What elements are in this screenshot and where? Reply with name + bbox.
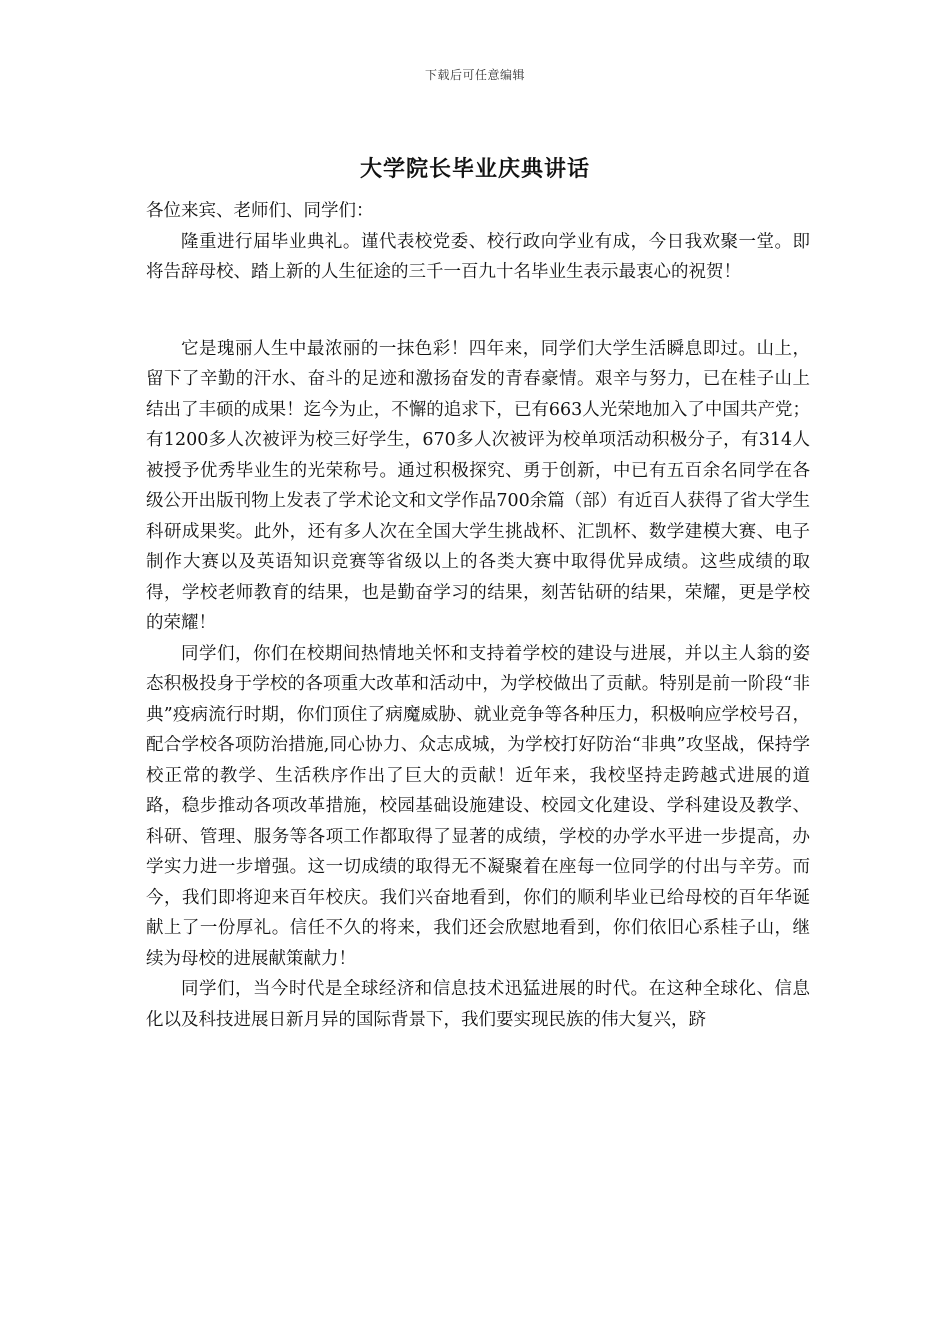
header-note: 下载后可任意编辑 [424, 68, 525, 82]
greeting-line: 各位来宾、老师们、同学们： [146, 201, 374, 221]
paragraph-achievements: 它是瑰丽人生中最浓丽的一抹色彩！四年来，同学们大学生活瞬息即过。山上，留下了辛勤的汗水、奋斗的足迹和激扬奋发的青春豪情。艰辛与努力，已在桂子山上结出了丰硕的成果！迄今为止，不懈的追求下，已有663人光荣地加入了中国共产党；有1200多人次被评为校三好学生，670多人次被评为校单项活动积极分子，有314人被授予优秀毕业生的光荣称号。通过积极探究、勇于创新，中已有五百余名同学在各级公开出版刊物上发表了学术论文和文学作品700余篇（部）有近百人获得了省大学生科研成果奖。此外，还有多人次在全国大学生挑战杯、汇凯杯、数学建模大赛、电子制作大赛以及英语知识竞赛等省级以上的各类大赛中取得优异成绩。这些成绩的取得，学校老师教育的结果，也是勤奋学习的结果，刻苦钻研的结果，荣耀，更是学校的荣耀！ [146, 338, 810, 633]
paragraph-contributions: 同学们，你们在校期间热情地关怀和支持着学校的建设与进展，并以主人翁的姿态积极投身于学校的各项重大改革和活动中，为学校做出了贡献。特别是前一阶段“非典”疫病流行时期，你们顶住了病魔威胁、就业竞争等各种压力，积极响应学校号召，配合学校各项防治措施,同心协力、众志成城，为学校打好防治“非典”攻坚战，保持学校正常的教学、生活秩序作出了巨大的贡献！近年来，我校坚持走跨越式进展的道路，稳步推动各项改革措施，校园基础设施建设、校园文化建设、学科建设及教学、科研、管理、服务等各项工作都取得了显著的成绩，学校的办学水平进一步提高，办学实力进一步增强。这一切成绩的取得无不凝聚着在座每一位同学的付出与辛劳。而今，我们即将迎来百年校庆。我们兴奋地看到，你们的顺利毕业已给母校的百年华诞献上了一份厚礼。信任不久的将来，我们还会欣慰地看到，你们依旧心系桂子山，继续为母校的进展献策献力！ [146, 643, 810, 969]
document-body [146, 196, 810, 1035]
document-title: 大学院长毕业庆典讲话 [359, 156, 590, 182]
paragraph-gap [146, 288, 810, 334]
paragraph-opening: 隆重进行届毕业典礼。谨代表校党委、校行政向学业有成，今日我欢聚一堂。即将告辞母校、踏上新的人生征途的三千一百九十名毕业生表示最衷心的祝贺！ [146, 231, 810, 282]
paragraph-era: 同学们，当今时代是全球经济和信息技术迅猛进展的时代。在这种全球化、信息化以及科技进展日新月异的国际背景下，我们要实现民族的伟大复兴，跻 [146, 979, 810, 1030]
